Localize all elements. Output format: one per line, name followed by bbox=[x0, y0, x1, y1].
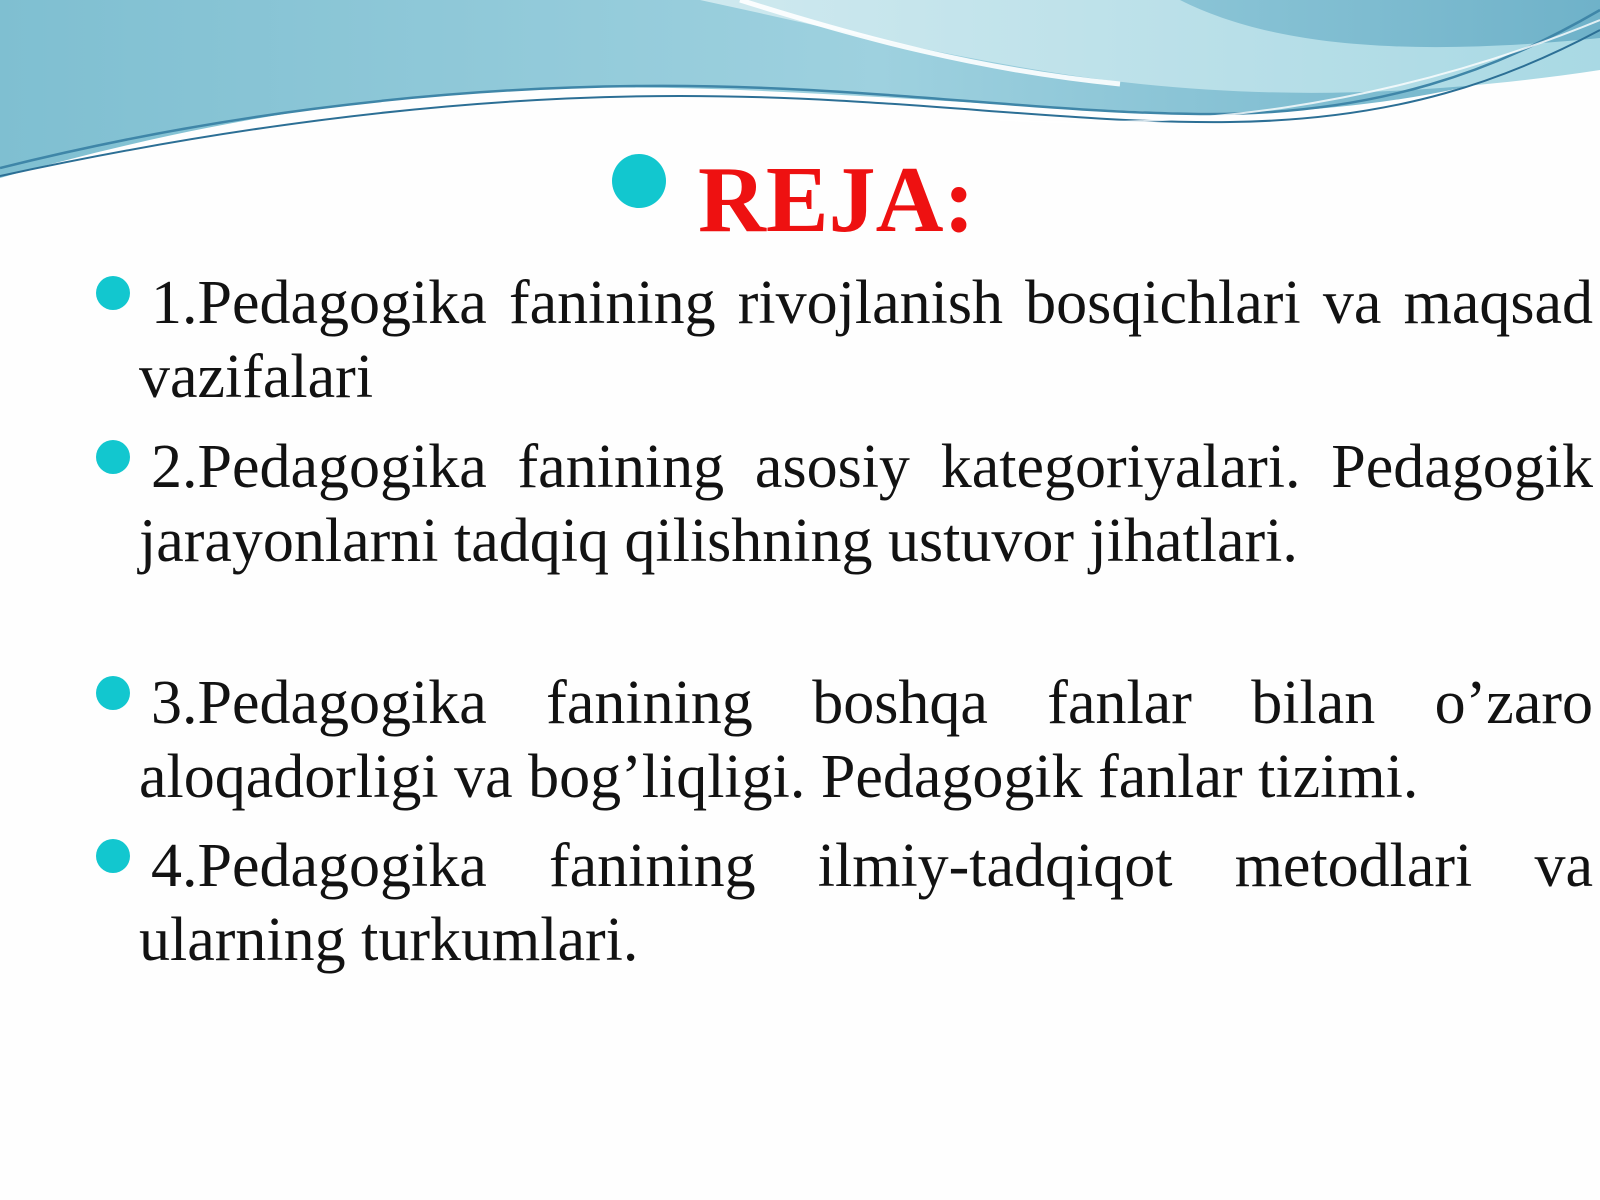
bullet-icon bbox=[96, 276, 130, 310]
list-item-text: 3.Pedagogika fanining boshqa fanlar bilan o’zaro aloqadorligi va bog’liqligi. Pedagogik fanlar tizimi. bbox=[139, 669, 1593, 811]
bullet-icon bbox=[96, 839, 130, 873]
list-item-text: 4.Pedagogika fanining ilmiy-tadqiqot metodlari va ularning turkumlari. bbox=[139, 832, 1593, 974]
slide-title: REJA: bbox=[698, 148, 975, 252]
bullet-icon bbox=[96, 676, 130, 710]
list-item-text: 2.Pedagogika fanining asosiy kategoriyalari. Pedagogik jarayonlarni tadqiq qilishning ustuvor jihatlari. bbox=[139, 433, 1593, 575]
list-item-text: 1.Pedagogika fanining rivojlanish bosqichlari va maqsad vazifalari bbox=[139, 269, 1593, 411]
bullet-icon bbox=[96, 440, 130, 474]
